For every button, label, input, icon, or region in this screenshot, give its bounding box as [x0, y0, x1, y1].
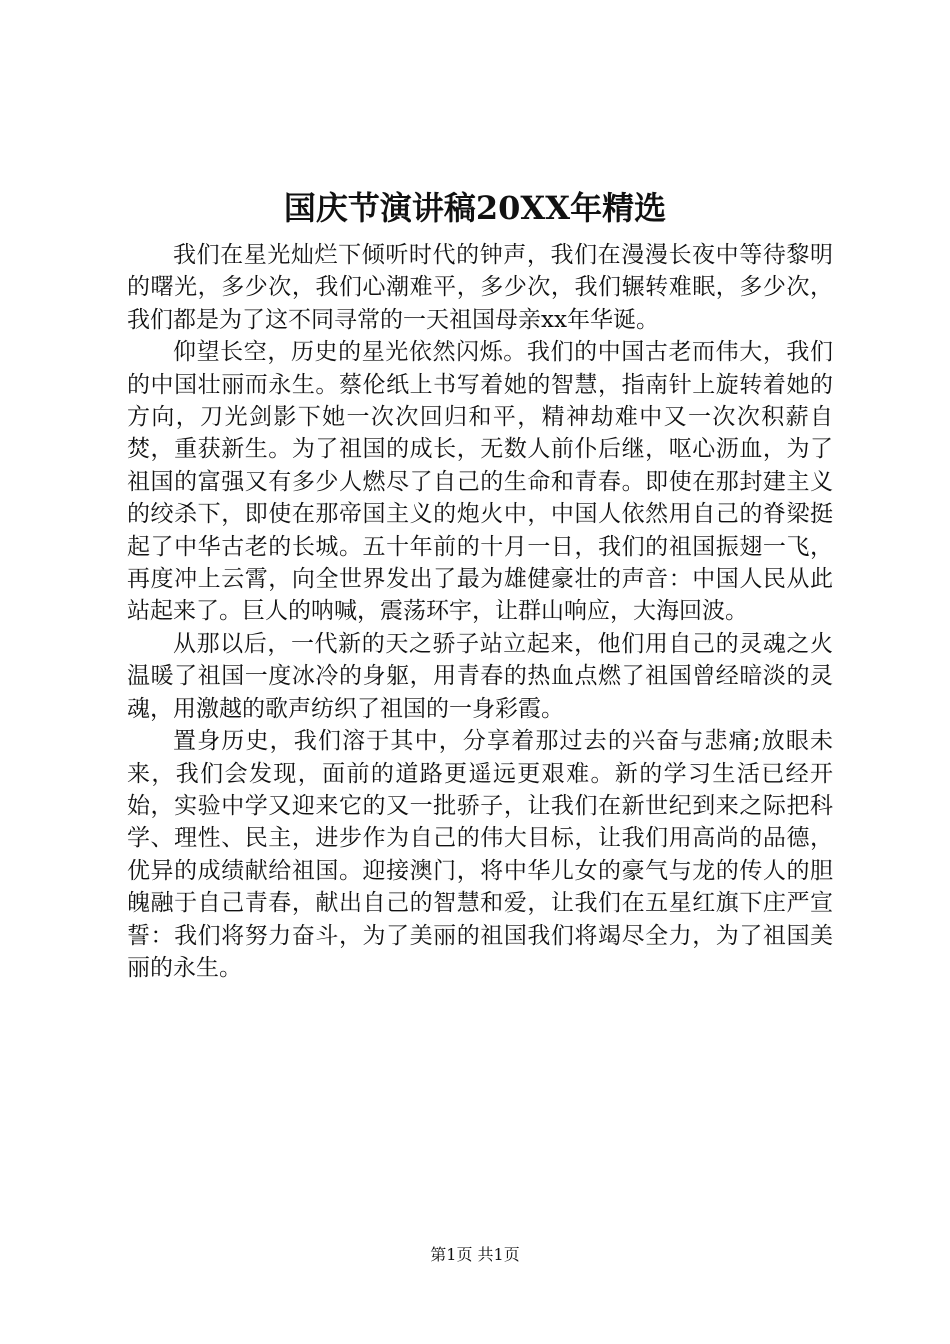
document-body [127, 239, 833, 984]
paragraph-3: 从那以后，一代新的天之骄子站立起来，他们用自己的灵魂之火温暖了祖国一度冰冷的身躯，用青春的热血点燃了祖国曾经暗淡的灵魂，用激越的歌声纺织了祖国的一身彩霞。 [127, 630, 833, 722]
document-title: 国庆节演讲稿20XX年精选 [283, 189, 667, 227]
paragraph-4: 置身历史，我们溶于其中，分享着那过去的兴奋与悲痛;放眼未来，我们会发现，面前的道路更遥远更艰难。新的学习生活已经开始，实验中学又迎来它的又一批骄子，让我们在新世纪到来之际把科学、理性、民主，进步作为自己的伟大目标，让我们用高尚的品德，优异的成绩献给祖国。迎接澳门，将中华儿女的豪气与龙的传人的胆魄融于自己青春，献出自己的智慧和爱，让我们在五星红旗下庄严宣誓：我们将努力奋斗，为了美丽的祖国我们将竭尽全力，为了祖国美丽的永生。 [127, 728, 833, 981]
paragraph-1: 我们在星光灿烂下倾听时代的钟声，我们在漫漫长夜中等待黎明的曙光，多少次，我们心潮难平，多少次，我们辗转难眠，多少次，我们都是为了这不同寻常的一天祖国母亲xx年华诞。 [127, 242, 833, 333]
page-footer: 第1页 共1页 [430, 1245, 520, 1264]
paragraph-2: 仰望长空，历史的星光依然闪烁。我们的中国古老而伟大，我们的中国壮丽而永生。蔡伦纸上书写着她的智慧，指南针上旋转着她的方向，刀光剑影下她一次次回归和平，精神劫难中又一次次积薪自焚，重获新生。为了祖国的成长，无数人前仆后继，呕心沥血，为了祖国的富强又有多少人燃尽了自己的生命和青春。即使在那封建主义的绞杀下，即使在那帝国主义的炮火中，中国人依然用自己的脊梁挺起了中华古老的长城。五十年前的十月一日，我们的祖国振翅一飞，再度冲上云霄，向全世界发出了最为雄健豪壮的声音：中国人民从此站起来了。巨人的呐喊，震荡环宇，让群山响应，大海回波。 [127, 339, 833, 625]
